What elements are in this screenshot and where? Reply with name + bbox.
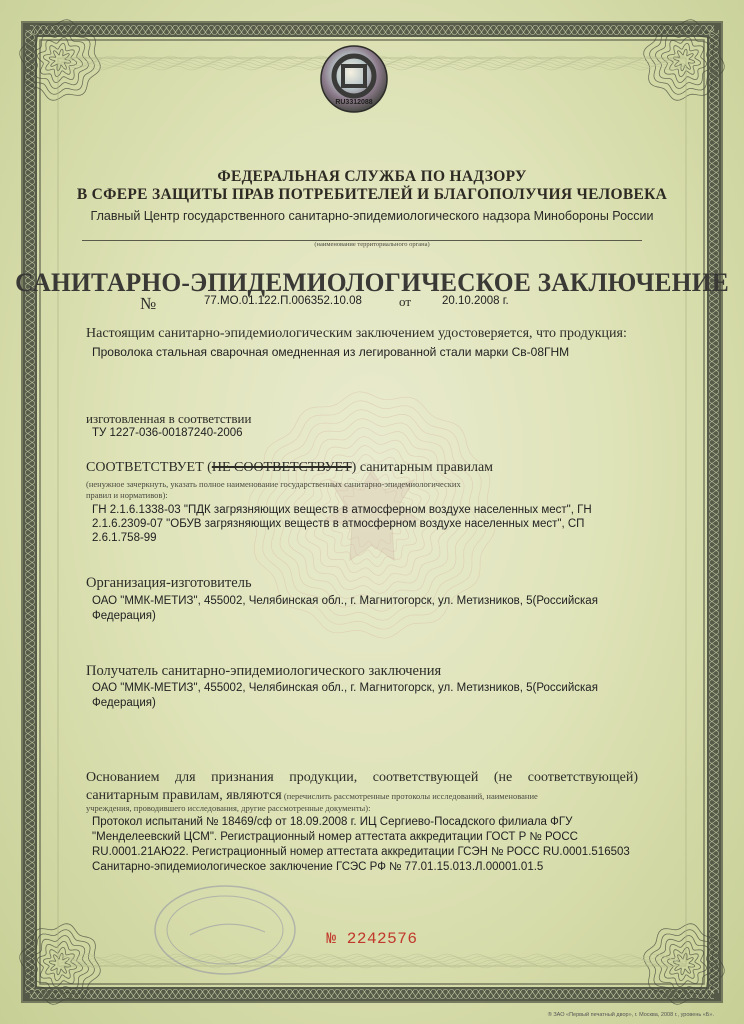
product-name: Проволока стальная сварочная омедненная из легированной стали марки Св-08ГНМ — [92, 345, 570, 359]
test-protocols: Протокол испытаний № 18469/сф от 18.09.2008 г. ИЦ Сергиево-Посадского филиала ФГУ "Менделеевский ЦСМ". Регистрационный номер аттестата аккредитации ГОСТ Р № РОСС RU.0001.21АЮ22. Регистрационный номер аттестата аккредитации ГСЭН № РОСС RU.0001.516503 Санитарно-эпидемиологическое заключение ГСЭС РФ № 77.01.15.013.Л.00001.01.5 — [92, 816, 630, 873]
basis-line-2-note: (перечислить рассмотренные протоколы исследований, наименование — [281, 791, 538, 801]
serial-number: № 2242576 — [326, 930, 418, 948]
basis-line-2 — [86, 788, 538, 804]
agency-line-2: В СФЕРЕ ЗАЩИТЫ ПРАВ ПОТРЕБИТЕЛЕЙ И БЛАГОПОЛУЧИЯ ЧЕЛОВЕКА — [76, 186, 668, 203]
recipient-address: ОАО "ММК-МЕТИЗ", 455002, Челябинская обл., г. Магнитогорск, ул. Метизников, 5(Российская Федерация) — [92, 682, 598, 709]
hologram-code: RU3312088 — [335, 99, 373, 106]
certificate-date: 20.10.2008 г. — [442, 295, 509, 307]
territorial-body: Главный Центр государственного санитарно-эпидемиологического надзора Минобороны России — [90, 209, 654, 223]
compliance-word: СООТВЕТСТВУЕТ ( — [86, 460, 212, 475]
hologram-seal-icon — [319, 44, 389, 114]
agency-line-1: ФЕДЕРАЛЬНАЯ СЛУЖБА ПО НАДЗОРУ — [217, 168, 527, 185]
territorial-body-caption: (наименование территориального органа) — [314, 241, 430, 248]
basis-line-1: Основанием для признания продукции, соответствующей (не соответствующей) — [86, 770, 638, 785]
compliance-note-2: правил и нормативов): — [86, 490, 168, 500]
product-intro: Настоящим санитарно-эпидемиологическим заключением удостоверяется, что продукция: — [86, 326, 627, 341]
compliance-struck: НЕ СООТВЕТСТВУЕТ — [211, 460, 352, 475]
certificate-number: 77.МО.01.122.П.006352.10.08 — [204, 295, 362, 307]
basis-line-2-text: санитарным правилам, являются — [86, 788, 282, 803]
recipient-heading: Получатель санитарно-эпидемиологического заключения — [86, 663, 442, 679]
manufacturer-address: ОАО "ММК-МЕТИЗ", 455002, Челябинская обл., г. Магнитогорск, ул. Метизников, 5(Российская Федерация) — [92, 595, 598, 622]
compliance-note-1: (ненужное зачеркнуть, указать полное наименование государственных санитарно-эпидемиологических — [86, 479, 461, 489]
compliance-tail: ) санитарным правилам — [351, 460, 494, 475]
basis-note: учреждения, проводившего исследования, другие рассмотренные документы): — [86, 803, 371, 813]
sanitary-norms: ГН 2.1.6.1338-03 "ПДК загрязняющих веществ в атмосферном воздухе населенных мест", ГН 2.1.6.2309-07 "ОБУВ загрязняющих веществ в атмосферном воздухе населенных мест", СП 2.6.1.758-99 — [92, 504, 592, 544]
date-label: от — [399, 294, 412, 309]
manufacturer-heading: Организация-изготовитель — [86, 575, 252, 591]
number-label: № — [140, 294, 157, 313]
manufactured-label: изготовленная в соответствии — [86, 411, 252, 426]
document-title: САНИТАРНО-ЭПИДЕМИОЛОГИЧЕСКОЕ ЗАКЛЮЧЕНИЕ — [15, 268, 729, 297]
technical-specification: ТУ 1227-036-00187240-2006 — [92, 427, 243, 439]
compliance-statement — [86, 460, 493, 476]
printer-imprint: ® ЗАО «Первый печатный двор», г. Москва, 2008 г., уровень «Б». — [547, 1012, 714, 1018]
